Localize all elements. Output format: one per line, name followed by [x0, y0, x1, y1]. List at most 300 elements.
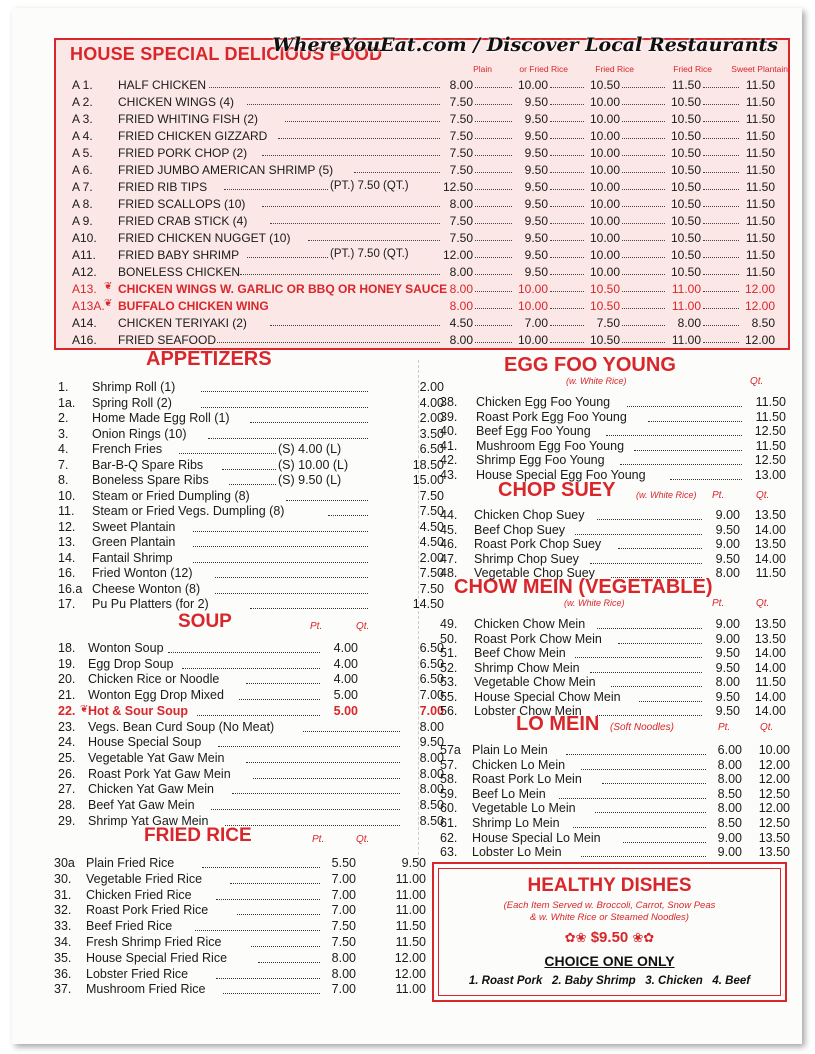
- house-price: 10.50: [670, 112, 701, 126]
- house-price: 10.00: [589, 180, 620, 194]
- leader-dots: [216, 967, 320, 979]
- soup-row: [58, 703, 444, 719]
- leader-dots: [622, 179, 665, 190]
- item-price: 12.00: [758, 772, 790, 787]
- item-price: 9.50: [401, 856, 426, 870]
- item-name: House Special Fried Rice: [86, 950, 228, 965]
- leader-dots: [575, 646, 702, 658]
- item-number: 31.: [54, 887, 72, 902]
- item-price: 11.50: [755, 675, 786, 689]
- item-number: 8.: [58, 473, 69, 487]
- leader-dots: [475, 264, 512, 275]
- leader-dots: [595, 801, 706, 813]
- item-number: 37.: [54, 982, 72, 997]
- leader-dots: [247, 94, 440, 105]
- lo-mein-row: [440, 845, 790, 860]
- item-number: 46.: [440, 537, 458, 551]
- house-price: 11.50: [745, 146, 775, 160]
- house-price: 10.00: [589, 265, 620, 279]
- item-number: 60.: [440, 801, 458, 816]
- item-name: Plain Lo Mein: [472, 743, 548, 757]
- leader-dots: [475, 247, 512, 258]
- item-price-pint: 9.50: [715, 551, 740, 566]
- item-number: 57a: [440, 743, 461, 757]
- item-number: 17.: [58, 597, 76, 611]
- house-price: 9.50: [524, 163, 548, 177]
- item-name: Steam or Fried Dumpling (8): [92, 488, 250, 503]
- chop-suey-subtitle: (w. White Rice): [636, 490, 697, 500]
- leader-dots: [634, 439, 742, 451]
- house-item-code: A13A.: [72, 299, 105, 313]
- house-price: 7.50: [449, 129, 473, 143]
- item-name: Sweet Plantain: [92, 519, 176, 534]
- leader-dots: [168, 641, 320, 653]
- item-price: 15.00: [412, 473, 444, 487]
- house-item-code: A 2.: [72, 95, 93, 109]
- house-item-name: HALF CHICKEN: [118, 78, 207, 92]
- leader-dots: [627, 395, 742, 407]
- leader-dots: [620, 453, 742, 465]
- item-name: Spring Roll (2): [92, 395, 172, 410]
- house-item-name: CHICKEN WINGS W. GARLIC OR BBQ OR HONEY SAUCE: [118, 282, 448, 296]
- item-name: Vegs. Bean Curd Soup (No Meat): [88, 719, 275, 734]
- soup-row: [58, 641, 444, 656]
- house-price: 10.00: [517, 299, 548, 313]
- house-price: 9.50: [524, 197, 548, 211]
- house-price: 11.50: [745, 180, 775, 194]
- leader-dots: [550, 247, 584, 258]
- item-name: Chicken Chop Suey: [474, 508, 585, 522]
- appetizers-title: APPETIZERS: [146, 348, 272, 370]
- house-item-name: FRIED CRAB STICK (4): [118, 214, 248, 228]
- flower-left-icon: ✿❀: [564, 930, 587, 945]
- lo-mein-title: LO MEIN: [516, 713, 600, 735]
- leader-dots: [590, 661, 702, 673]
- house-item-name: FRIED PORK CHOP (2): [118, 146, 248, 160]
- item-name: Fried Wonton (12): [92, 566, 193, 580]
- item-name: Roast Pork Yat Gaw Mein: [88, 766, 231, 781]
- leader-dots: [179, 442, 276, 454]
- leader-dots: [597, 617, 702, 629]
- appetizers-row: [58, 411, 444, 426]
- leader-dots: [618, 537, 702, 549]
- house-price: 8.50: [751, 316, 775, 330]
- item-number: 14.: [58, 550, 76, 565]
- item-price-pint: 9.50: [715, 522, 740, 537]
- soup-row: [58, 750, 444, 766]
- item-price-pint: 8.50: [717, 786, 742, 801]
- item-price-pint: 6.00: [717, 743, 742, 757]
- leader-dots: [230, 872, 320, 884]
- item-number: 41.: [440, 438, 458, 453]
- appetizers-row: [58, 597, 444, 612]
- item-price-pint: 8.00: [331, 950, 356, 965]
- soup-pt-header: Pt.: [310, 621, 323, 632]
- leader-dots: [475, 128, 512, 139]
- lo-mein-row: [440, 758, 790, 773]
- fried-rice-row: [54, 856, 426, 871]
- item-number: 2.: [58, 411, 69, 425]
- house-item-name: CHICKEN TERIYAKI (2): [118, 316, 247, 330]
- house-price: 11.00: [671, 282, 701, 296]
- house-price: 10.50: [670, 231, 701, 245]
- house-price: 10.00: [517, 282, 548, 296]
- house-price: 10.00: [589, 112, 620, 126]
- item-number: 51.: [440, 646, 458, 660]
- house-special-title: HOUSE SPECIAL DELICIOUS FOOD: [70, 44, 383, 64]
- house-price: 9.50: [524, 95, 548, 109]
- leader-dots: [232, 782, 400, 794]
- chow-mein-row: [440, 675, 790, 690]
- leader-dots: [182, 657, 320, 669]
- house-item-code: A10.: [72, 231, 97, 245]
- item-price-pint: 9.50: [715, 704, 740, 718]
- lo-mein-qt-header: Qt.: [760, 722, 774, 733]
- item-name: Beef Lo Mein: [472, 786, 546, 801]
- house-price: 10.50: [589, 299, 620, 313]
- item-name: Hot & Sour Soup: [88, 703, 188, 718]
- hot-pepper-icon: ❦: [104, 298, 113, 309]
- house-item-row: [56, 195, 788, 212]
- leader-dots: [703, 281, 739, 292]
- leader-dots: [703, 332, 739, 343]
- leader-dots: [224, 179, 328, 190]
- item-number: 1.: [58, 380, 69, 394]
- house-price: 10.00: [589, 95, 620, 109]
- leader-dots: [622, 162, 665, 173]
- item-number: 56.: [440, 704, 458, 718]
- item-name: Home Made Egg Roll (1): [92, 411, 230, 425]
- item-small-price: (S) 10.00 (L): [278, 457, 349, 472]
- item-price: 11.00: [395, 887, 426, 902]
- house-price: 11.50: [745, 95, 775, 109]
- item-price: 7.50: [419, 504, 444, 518]
- chow-mein-row: [440, 617, 790, 632]
- fried-rice-pt-header: Pt.: [312, 834, 325, 845]
- lo-mein-row: [440, 801, 790, 816]
- chop-suey-row: [440, 537, 790, 552]
- house-item-row: [56, 144, 788, 161]
- house-item-name: FRIED RIB TIPS: [118, 180, 208, 194]
- item-name: Roast Pork Egg Foo Young: [476, 409, 627, 424]
- leader-dots: [229, 473, 276, 485]
- house-item-row: [56, 331, 788, 348]
- lo-mein-row: [440, 772, 790, 787]
- item-number: 57.: [440, 757, 458, 772]
- house-price: 7.00: [524, 316, 548, 330]
- leader-dots: [622, 213, 665, 224]
- house-price: 12.00: [744, 299, 775, 313]
- item-price: 14.50: [412, 597, 444, 611]
- item-number: 13.: [58, 535, 76, 549]
- item-number: 1a.: [58, 395, 76, 410]
- leader-dots: [270, 213, 440, 224]
- item-name: Lobster Chow Mein: [474, 704, 582, 718]
- leader-dots: [611, 675, 702, 687]
- chow-mein-row: [440, 632, 790, 647]
- house-price: 11.00: [671, 333, 701, 347]
- house-price: 9.50: [524, 112, 548, 126]
- item-name: French Fries: [92, 442, 163, 456]
- item-price: 14.00: [754, 660, 786, 675]
- house-price: 8.00: [449, 197, 473, 211]
- house-item-row: [56, 229, 788, 246]
- house-item-name: FRIED BABY SHRIMP: [118, 248, 240, 262]
- item-name: Roast Pork Fried Rice: [86, 903, 209, 918]
- house-price: 10.00: [589, 129, 620, 143]
- house-price: 10.00: [589, 248, 620, 262]
- item-price-pint: 8.00: [717, 801, 742, 816]
- lo-mein-row: [440, 816, 790, 831]
- egg-foo-young-row: [440, 424, 790, 439]
- item-number: 59.: [440, 786, 458, 801]
- leader-dots: [550, 128, 584, 139]
- item-number: 10.: [58, 488, 76, 503]
- item-price: 12.00: [394, 966, 426, 981]
- item-price: 11.00: [395, 871, 426, 886]
- item-price-pint: 7.00: [331, 871, 356, 886]
- item-price: 12.50: [754, 453, 786, 467]
- leader-dots: [550, 213, 584, 224]
- house-item-name: FRIED SEAFOOD: [118, 333, 217, 347]
- house-price: 10.50: [589, 282, 620, 296]
- leader-dots: [703, 247, 739, 258]
- house-price: 8.00: [677, 316, 701, 330]
- appetizers-row: [58, 550, 444, 566]
- house-item-pint: (PT.) 7.50 (QT.): [330, 248, 409, 260]
- house-price: 10.50: [670, 163, 701, 177]
- lo-mein-row: [440, 831, 790, 846]
- house-price: 7.50: [596, 316, 620, 330]
- house-item-name: BUFFALO CHICKEN WING: [118, 299, 269, 313]
- item-name: Roast Pork Chop Suey: [474, 537, 602, 551]
- item-number: 18.: [58, 641, 76, 655]
- item-price: 13.00: [754, 467, 786, 482]
- item-name: Fantail Shrimp: [92, 550, 173, 565]
- leader-dots: [622, 298, 665, 309]
- item-price-pint: 9.00: [717, 830, 742, 845]
- item-price: 12.50: [758, 786, 790, 801]
- leader-dots: [622, 128, 665, 139]
- healthy-desc-2: & w. White Rice or Steamed Noodles): [530, 912, 689, 923]
- item-name: Vegetable Lo Mein: [472, 801, 576, 816]
- item-price: 8.00: [419, 782, 444, 797]
- item-name: Beef Yat Gaw Mein: [88, 798, 195, 812]
- lo-mein-subtitle: (Soft Noodles): [610, 722, 674, 733]
- house-price: 7.50: [449, 214, 473, 228]
- item-price: 11.00: [395, 982, 426, 997]
- item-number: 7.: [58, 457, 69, 472]
- item-number: 26.: [58, 766, 76, 781]
- house-price: 4.50: [449, 316, 473, 330]
- house-special-section: [54, 38, 790, 350]
- house-price: 10.00: [589, 163, 620, 177]
- soup-row: [58, 735, 444, 750]
- leader-dots: [550, 94, 584, 105]
- fried-rice-row: [54, 935, 426, 950]
- leader-dots: [581, 845, 707, 857]
- house-price: 9.50: [524, 180, 548, 194]
- item-number: 30.: [54, 871, 72, 886]
- leader-dots: [550, 145, 584, 156]
- chow-mein-title: CHOW MEIN (VEGETABLE): [454, 576, 713, 598]
- house-item-row: [56, 297, 788, 314]
- house-price: 11.50: [745, 129, 775, 143]
- house-price: 10.00: [517, 78, 548, 92]
- item-name: Vegetable Yat Gaw Mein: [88, 750, 225, 765]
- item-name: Mushroom Egg Foo Young: [476, 438, 625, 453]
- leader-dots: [262, 196, 440, 207]
- item-name: Mushroom Fried Rice: [86, 982, 206, 997]
- leader-dots: [250, 411, 368, 423]
- item-price: 13.50: [758, 830, 790, 845]
- house-price: 11.50: [671, 78, 701, 92]
- soup-row: [58, 672, 444, 687]
- house-price: 10.50: [670, 265, 701, 279]
- leader-dots: [639, 690, 702, 702]
- item-number: 63.: [440, 845, 458, 860]
- leader-dots: [475, 213, 512, 224]
- leader-dots: [193, 535, 368, 547]
- leader-dots: [623, 831, 706, 843]
- item-name: Roast Pork Chow Mein: [474, 631, 602, 646]
- leader-dots: [223, 982, 320, 994]
- item-price: 13.50: [754, 537, 786, 551]
- item-name: Egg Drop Soup: [88, 656, 174, 671]
- leader-dots: [225, 814, 400, 826]
- house-item-row: [56, 314, 788, 331]
- house-price: 11.50: [745, 248, 775, 262]
- house-price: 10.00: [517, 333, 548, 347]
- house-price: 12.50: [442, 180, 473, 194]
- house-price: 7.50: [449, 146, 473, 160]
- item-price: 14.00: [754, 551, 786, 566]
- house-price: 9.50: [524, 146, 548, 160]
- egg-foo-young-title: EGG FOO YOUNG: [504, 354, 676, 376]
- leader-dots: [550, 315, 584, 326]
- leader-dots: [670, 468, 742, 480]
- watermark-text: WhereYouEat.com / Discover Local Restaurants: [272, 34, 778, 56]
- leader-dots: [251, 935, 320, 947]
- item-number: 19.: [58, 656, 76, 671]
- house-price: 11.50: [745, 231, 775, 245]
- house-price: 11.50: [745, 163, 775, 177]
- leader-dots: [703, 77, 739, 88]
- item-name: House Special Chow Mein: [474, 689, 621, 704]
- egg-foo-young-row: [440, 439, 790, 454]
- appetizers-row: [58, 504, 444, 519]
- house-item-row: [56, 280, 788, 297]
- leader-dots: [328, 504, 368, 516]
- item-price: 11.50: [395, 935, 426, 949]
- leader-dots: [237, 903, 320, 915]
- item-number: 36.: [54, 966, 72, 981]
- item-price-pint: 9.00: [715, 617, 740, 631]
- item-name: Lobster Fried Rice: [86, 966, 189, 981]
- leader-dots: [703, 128, 739, 139]
- item-price-pint: 8.00: [715, 566, 740, 580]
- item-name: House Special Soup: [88, 735, 202, 750]
- leader-dots: [270, 315, 440, 326]
- house-item-code: A13.: [72, 282, 97, 296]
- fried-rice-qt-header: Qt.: [356, 834, 370, 845]
- leader-dots: [475, 145, 512, 156]
- item-price: 12.00: [758, 757, 790, 772]
- item-name: Chicken Egg Foo Young: [476, 395, 611, 409]
- item-price: 14.00: [754, 704, 786, 718]
- item-number: 40.: [440, 424, 458, 438]
- item-price: 12.50: [754, 424, 786, 438]
- leader-dots: [308, 230, 440, 241]
- house-item-name: FRIED CHICKEN GIZZARD: [118, 129, 268, 143]
- leader-dots: [285, 111, 440, 122]
- item-price-pint: 8.00: [331, 966, 356, 981]
- item-price: 2.00: [419, 411, 444, 425]
- leader-dots: [475, 111, 512, 122]
- house-item-name: BONELESS CHICKEN: [118, 265, 241, 279]
- leader-dots: [246, 672, 320, 684]
- house-price: 8.00: [449, 265, 473, 279]
- house-item-row: [56, 161, 788, 178]
- item-name: House Special Lo Mein: [472, 830, 601, 845]
- item-name: Shrimp Chow Mein: [474, 660, 580, 675]
- soup-row: [58, 798, 444, 813]
- item-price: 6.50: [419, 442, 444, 456]
- chow-mein-pt-header: Pt.: [712, 598, 725, 609]
- item-price-pint: 4.00: [333, 656, 358, 671]
- leader-dots: [216, 888, 320, 900]
- leader-dots: [475, 162, 512, 173]
- item-price: 11.50: [755, 395, 786, 409]
- item-name: Chicken Yat Gaw Mein: [88, 782, 214, 797]
- leader-dots: [195, 919, 321, 931]
- house-item-name: FRIED JUMBO AMERICAN SHRIMP (5): [118, 163, 334, 177]
- soup-row: [58, 813, 444, 829]
- healthy-price: $9.50: [590, 929, 629, 946]
- item-price: 12.00: [758, 801, 790, 816]
- leader-dots: [622, 77, 665, 88]
- fried-rice-row: [54, 950, 426, 966]
- item-price-pint: 8.00: [717, 772, 742, 787]
- house-price: 12.00: [744, 282, 775, 296]
- fried-rice-row: [54, 871, 426, 887]
- item-number: 4.: [58, 442, 69, 456]
- item-number: 12.: [58, 519, 76, 534]
- appetizers-row: [58, 535, 444, 550]
- leader-dots: [622, 281, 665, 292]
- item-number: 42.: [440, 453, 458, 467]
- leader-dots: [590, 552, 702, 564]
- leader-dots: [217, 332, 440, 343]
- item-price-pint: 9.00: [715, 537, 740, 551]
- appetizers-row: [58, 581, 444, 597]
- leader-dots: [618, 632, 702, 644]
- item-number: 49.: [440, 617, 458, 631]
- item-price: 14.00: [754, 689, 786, 704]
- leader-dots: [622, 230, 665, 241]
- house-item-code: A14.: [72, 316, 97, 330]
- leader-dots: [475, 332, 512, 343]
- leader-dots: [703, 179, 739, 190]
- item-price: 6.50: [419, 656, 444, 671]
- leader-dots: [597, 508, 702, 520]
- house-price: 7.50: [449, 231, 473, 245]
- item-price-pint: 7.50: [331, 935, 356, 949]
- item-price-pint: 9.50: [715, 689, 740, 704]
- egg-foo-young-qt-header: Qt.: [750, 376, 764, 387]
- item-number: 23.: [58, 719, 76, 734]
- item-price: 7.00: [419, 688, 444, 703]
